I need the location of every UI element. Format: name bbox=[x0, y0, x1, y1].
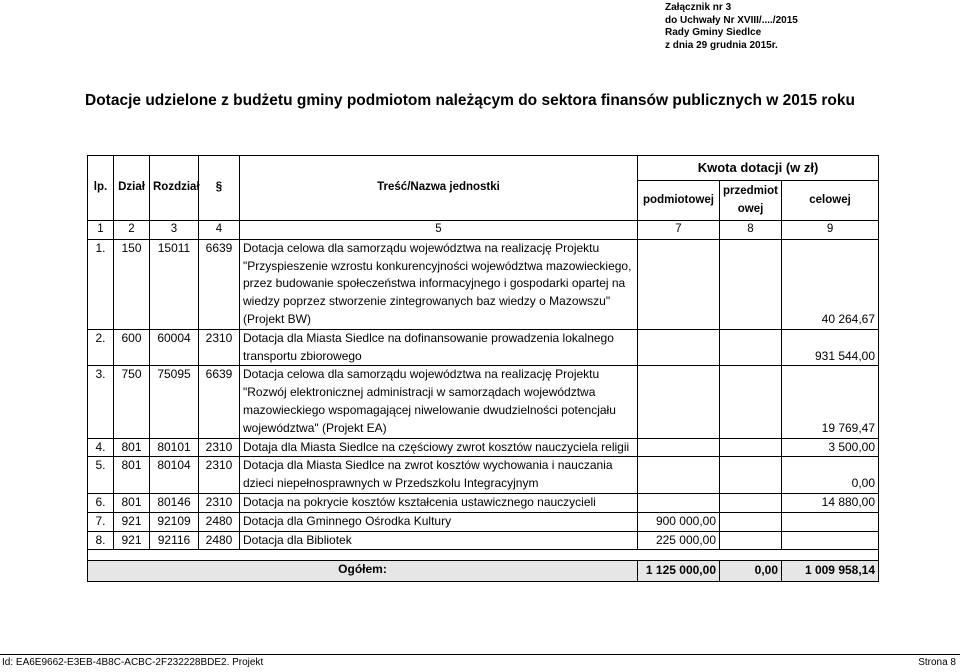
header-row bbox=[88, 156, 879, 181]
cell-rozdzial: 75095 bbox=[150, 366, 199, 438]
cell-celowej: 931 544,00 bbox=[782, 329, 879, 366]
table-row bbox=[88, 366, 879, 438]
cell-podmiotowej bbox=[638, 366, 720, 438]
cell-tresc: Dotacja dla Bibliotek bbox=[240, 531, 638, 550]
header-tresc: Treść/Nazwa jednostki bbox=[240, 156, 638, 221]
attachment-note-line: Rady Gminy Siedlce bbox=[665, 27, 762, 38]
document-title: Dotacje udzielone z budżetu gminy podmiotom należącym do sektora finansów publicznych w 2015 roku bbox=[85, 92, 855, 109]
cell-tresc: Dotacja dla Gminnego Ośrodka Kultury bbox=[240, 512, 638, 531]
cell-lp: 6. bbox=[88, 493, 114, 512]
table-row bbox=[88, 512, 879, 531]
cell-tresc: Dotacja na pokrycie kosztów kształcenia ustawicznego nauczycieli bbox=[240, 493, 638, 512]
cell-podmiotowej bbox=[638, 438, 720, 457]
cell-celowej bbox=[782, 512, 879, 531]
cell-rozdzial: 60004 bbox=[150, 329, 199, 366]
cell-paragraf: 6639 bbox=[199, 366, 240, 438]
header-dzial: Dział bbox=[114, 156, 150, 221]
attachment-note-line: do Uchwały Nr XVIII/..../2015 bbox=[665, 14, 798, 26]
cell-dzial: 150 bbox=[114, 239, 150, 329]
cell-rozdzial: 92116 bbox=[150, 531, 199, 550]
cell-rozdzial: 80146 bbox=[150, 493, 199, 512]
column-number: 1 bbox=[88, 221, 114, 240]
column-number: 4 bbox=[199, 221, 240, 240]
total-label: Ogółem: bbox=[88, 561, 638, 582]
cell-rozdzial: 92109 bbox=[150, 512, 199, 531]
cell-tresc: Dotacja dla Miasta Siedlce na zwrot kosztów wychowania i nauczania dzieci niepełnosprawnych w Przedszkolu Integracyjnym bbox=[240, 457, 638, 494]
cell-przedmiotowej bbox=[720, 531, 782, 550]
header-kwota: Kwota dotacji (w zł) bbox=[638, 156, 879, 181]
attachment-note bbox=[665, 2, 798, 52]
header-paragraf: § bbox=[199, 156, 240, 221]
column-number-row bbox=[88, 221, 879, 240]
cell-lp: 3. bbox=[88, 366, 114, 438]
cell-rozdzial: 15011 bbox=[150, 239, 199, 329]
cell-przedmiotowej bbox=[720, 438, 782, 457]
cell-przedmiotowej bbox=[720, 512, 782, 531]
column-number: 2 bbox=[114, 221, 150, 240]
footer-divider bbox=[0, 654, 960, 655]
attachment-note-line: z dnia 29 grudnia 2015r. bbox=[665, 39, 778, 51]
header-podmiotowej: podmiotowej bbox=[638, 181, 720, 221]
total-podmiotowej: 1 125 000,00 bbox=[638, 561, 720, 582]
cell-lp: 8. bbox=[88, 531, 114, 550]
cell-dzial: 921 bbox=[114, 531, 150, 550]
page-number: Strona 8 bbox=[918, 657, 956, 668]
cell-celowej: 3 500,00 bbox=[782, 438, 879, 457]
cell-lp: 7. bbox=[88, 512, 114, 531]
header-rozdzial: Rozdział bbox=[150, 156, 199, 221]
table-row bbox=[88, 457, 879, 494]
cell-lp: 2. bbox=[88, 329, 114, 366]
grants-table bbox=[87, 155, 879, 582]
cell-podmiotowej: 225 000,00 bbox=[638, 531, 720, 550]
cell-dzial: 921 bbox=[114, 512, 150, 531]
cell-dzial: 801 bbox=[114, 493, 150, 512]
cell-przedmiotowej bbox=[720, 239, 782, 329]
table-row bbox=[88, 493, 879, 512]
cell-celowej: 0,00 bbox=[782, 457, 879, 494]
cell-tresc: Dotacja celowa dla samorządu województwa na realizację Projektu "Przyspieszenie wzrostu konkurencyjności województwa mazowieckiego, przez budowanie społeczeństwa informacyjnego i gospodarki opartej na wiedzy poprzez stworzenie zintegrowanych baz wiedzy o Mazowszu" (Projekt BW) bbox=[240, 239, 638, 329]
document-id: Id: EA6E9662-E3EB-4B8C-ACBC-2F232228BDE2. Projekt bbox=[2, 657, 264, 668]
cell-tresc: Dotacja celowa dla samorządu województwa na realizację Projektu "Rozwój elektronicznej administracji w samorządach województwa mazowieckiego wspomagającej niwelowanie dwudzielności potencjału województwa" (Projekt EA) bbox=[240, 366, 638, 438]
column-number: 7 bbox=[638, 221, 720, 240]
attachment-note-line: Załącznik nr 3 bbox=[665, 2, 732, 13]
cell-przedmiotowej bbox=[720, 329, 782, 366]
cell-przedmiotowej bbox=[720, 493, 782, 512]
cell-dzial: 801 bbox=[114, 457, 150, 494]
table-row bbox=[88, 438, 879, 457]
table-row bbox=[88, 329, 879, 366]
cell-lp: 1. bbox=[88, 239, 114, 329]
total-celowej: 1 009 958,14 bbox=[782, 561, 879, 582]
cell-podmiotowej bbox=[638, 239, 720, 329]
spacer-row bbox=[88, 550, 879, 561]
cell-paragraf: 6639 bbox=[199, 239, 240, 329]
cell-paragraf: 2310 bbox=[199, 329, 240, 366]
header-lp: lp. bbox=[88, 156, 114, 221]
cell-paragraf: 2310 bbox=[199, 493, 240, 512]
header-przedmiotowej: przedmiotowej bbox=[720, 181, 782, 221]
cell-lp: 5. bbox=[88, 457, 114, 494]
cell-dzial: 801 bbox=[114, 438, 150, 457]
cell-lp: 4. bbox=[88, 438, 114, 457]
cell-celowej: 40 264,67 bbox=[782, 239, 879, 329]
cell-dzial: 750 bbox=[114, 366, 150, 438]
cell-dzial: 600 bbox=[114, 329, 150, 366]
cell-tresc: Dotaja dla Miasta Siedlce na częściowy zwrot kosztów nauczyciela religii bbox=[240, 438, 638, 457]
cell-rozdzial: 80104 bbox=[150, 457, 199, 494]
cell-rozdzial: 80101 bbox=[150, 438, 199, 457]
cell-podmiotowej bbox=[638, 457, 720, 494]
spacer-cell bbox=[88, 550, 879, 561]
column-number: 8 bbox=[720, 221, 782, 240]
column-number: 3 bbox=[150, 221, 199, 240]
total-row bbox=[88, 561, 879, 582]
cell-celowej: 14 880,00 bbox=[782, 493, 879, 512]
column-number: 5 bbox=[240, 221, 638, 240]
cell-paragraf: 2480 bbox=[199, 531, 240, 550]
header-celowej: celowej bbox=[782, 181, 879, 221]
table-row bbox=[88, 531, 879, 550]
cell-paragraf: 2310 bbox=[199, 438, 240, 457]
cell-podmiotowej bbox=[638, 493, 720, 512]
cell-przedmiotowej bbox=[720, 366, 782, 438]
total-przedmiotowej: 0,00 bbox=[720, 561, 782, 582]
cell-paragraf: 2480 bbox=[199, 512, 240, 531]
cell-przedmiotowej bbox=[720, 457, 782, 494]
cell-podmiotowej: 900 000,00 bbox=[638, 512, 720, 531]
cell-tresc: Dotacja dla Miasta Siedlce na dofinansowanie prowadzenia lokalnego transportu zbiorowego bbox=[240, 329, 638, 366]
cell-paragraf: 2310 bbox=[199, 457, 240, 494]
cell-podmiotowej bbox=[638, 329, 720, 366]
column-number: 9 bbox=[782, 221, 879, 240]
cell-celowej bbox=[782, 531, 879, 550]
cell-celowej: 19 769,47 bbox=[782, 366, 879, 438]
table-row bbox=[88, 239, 879, 329]
